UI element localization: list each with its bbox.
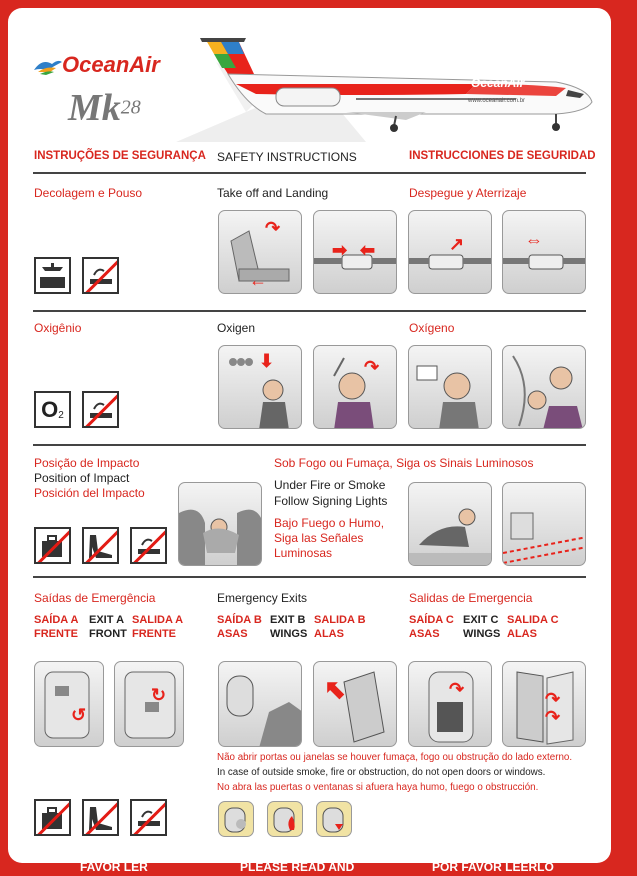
oxygen-mask-on-image — [408, 345, 492, 429]
livery-url: www.oceanair.com.br — [468, 98, 526, 104]
oxygen-pt: Oxigênio — [34, 321, 82, 335]
exit-c-open-image: ↷ ↷ — [502, 661, 586, 747]
exits-es: Salidas de Emergencia — [409, 591, 533, 605]
header-es: INSTRUCCIONES DE SEGURIDAD — [409, 150, 596, 162]
divider-2 — [33, 310, 586, 312]
no-baggage-icon-2 — [34, 799, 71, 836]
fire-pt: Sob Fogo ou Fumaça, Siga os Sinais Luminosos — [274, 456, 534, 470]
exit-c-pt-1: SAÍDA C — [409, 614, 454, 626]
footer-pt: FAVOR LER — [80, 860, 148, 874]
oxygen-icon — [34, 391, 71, 428]
exit-b-en-1: EXIT B — [270, 614, 306, 626]
header-pt: INSTRUÇÕES DE SEGURANÇA — [34, 150, 206, 162]
exit-b-hatch-image: ⬉ — [313, 661, 397, 747]
oxygen-en: Oxigen — [217, 321, 256, 335]
fire-outside-image — [267, 801, 303, 837]
no-smoking-icon — [82, 257, 119, 294]
takeoff-en: Take off and Landing — [217, 186, 329, 200]
brand-name: OceanAir — [62, 52, 160, 77]
belt-release-image: ⇔ — [502, 210, 586, 294]
oxygen-icon-text: O — [41, 396, 59, 422]
takeoff-es: Despegue y Aterrizaje — [409, 186, 527, 200]
fire-es-1: Bajo Fuego o Humo, — [274, 516, 385, 530]
smoke-outside-image-1 — [218, 801, 254, 837]
impact-es: Posición del Impacto — [34, 486, 145, 500]
exit-b-window-image — [218, 661, 302, 747]
divider-4 — [33, 576, 586, 578]
exit-b-pt-1: SAÍDA B — [217, 614, 262, 626]
takeoff-pt: Decolagem e Pouso — [34, 186, 143, 200]
exit-c-es-2: ALAS — [507, 628, 537, 640]
exit-b-es-1: SALIDA B — [314, 614, 366, 626]
fire-es-2: Siga las Señales — [274, 531, 364, 545]
fire-es-3: Luminosas — [274, 546, 333, 560]
divider-3 — [33, 444, 586, 446]
exit-c-en-2: WINGS — [463, 628, 501, 640]
impact-pt: Posição de Impacto — [34, 456, 140, 470]
brace-position-image — [178, 482, 262, 566]
exit-b-es-2: ALAS — [314, 628, 344, 640]
impact-en: Position of Impact — [34, 471, 130, 485]
model-text: Mk — [68, 87, 121, 129]
exit-c-pt-2: ASAS — [409, 628, 440, 640]
fire-en-1: Under Fire or Smoke — [274, 478, 386, 492]
floor-lights-image — [502, 482, 586, 566]
no-baggage-icon — [34, 527, 71, 564]
exit-a-es-1: SALIDA A — [132, 614, 184, 626]
oxygen-es: Oxígeno — [409, 321, 455, 335]
exit-b-pt-2: ASAS — [217, 628, 248, 640]
model-sup: 28 — [120, 96, 141, 119]
obstruction-outside-image — [316, 801, 352, 837]
crawl-low-image — [408, 482, 492, 566]
oxygen-mask-drop-image: ⬇ — [218, 345, 302, 429]
exits-pt: Saídas de Emergência — [34, 591, 156, 605]
oxygen-help-child-image — [502, 345, 586, 429]
ocean-air-logo — [32, 52, 192, 82]
fasten-belt-image: ➡ ⬅ — [313, 210, 397, 294]
aircraft-illustration — [176, 32, 596, 142]
exit-c-es-1: SALIDA C — [507, 614, 559, 626]
exits-en: Emergency Exits — [217, 591, 308, 605]
no-high-heels-icon-2 — [82, 799, 119, 836]
exit-c-hatch-image: ↷ — [408, 661, 492, 747]
livery-text: OceanAir — [471, 76, 525, 90]
no-smoking-icon-2 — [82, 391, 119, 428]
exit-a-en-1: EXIT A — [89, 614, 125, 626]
bird-logo-icon — [32, 56, 62, 78]
divider-1 — [33, 172, 586, 174]
plane-landing-icon — [36, 259, 69, 292]
fire-en-2: Follow Signing Lights — [274, 494, 388, 508]
exit-a-door-image: ↺ — [34, 661, 104, 747]
exit-c-en-1: EXIT C — [463, 614, 499, 626]
oxygen-icon-sub: 2 — [58, 410, 64, 421]
no-smoking-icon-3 — [130, 527, 167, 564]
airport-icon — [34, 257, 71, 294]
exit-a-en-2: FRONT — [89, 628, 127, 640]
footer-en: PLEASE READ AND — [240, 860, 355, 874]
oxygen-mask-pull-image: ↷ — [313, 345, 397, 429]
no-smoking-icon-4 — [130, 799, 167, 836]
exit-a-es-2: FRENTE — [132, 628, 176, 640]
exit-a-pt-1: SAÍDA A — [34, 614, 79, 626]
model-name — [68, 86, 141, 130]
exit-b-en-2: WINGS — [270, 628, 308, 640]
warning-es: No abra las puertas o ventanas si afuera haya humo, fuego o obstrucción. — [217, 782, 539, 793]
no-high-heels-icon — [82, 527, 119, 564]
warning-en: In case of outside smoke, fire or obstruction, do not open doors or windows. — [217, 767, 546, 778]
exit-a-pt-2: FRENTE — [34, 628, 78, 640]
belt-tighten-image: ↗ — [408, 210, 492, 294]
warning-pt: Não abrir portas ou janelas se houver fumaça, fogo ou obstrução do lado externo. — [217, 752, 573, 763]
safety-card — [8, 8, 611, 863]
header-en: SAFETY INSTRUCTIONS — [217, 150, 357, 164]
seat-upright-image: ↷ ← — [218, 210, 302, 294]
footer-es: POR FAVOR LEERLO — [432, 860, 554, 874]
exit-a-handle-image: ↻ — [114, 661, 184, 747]
